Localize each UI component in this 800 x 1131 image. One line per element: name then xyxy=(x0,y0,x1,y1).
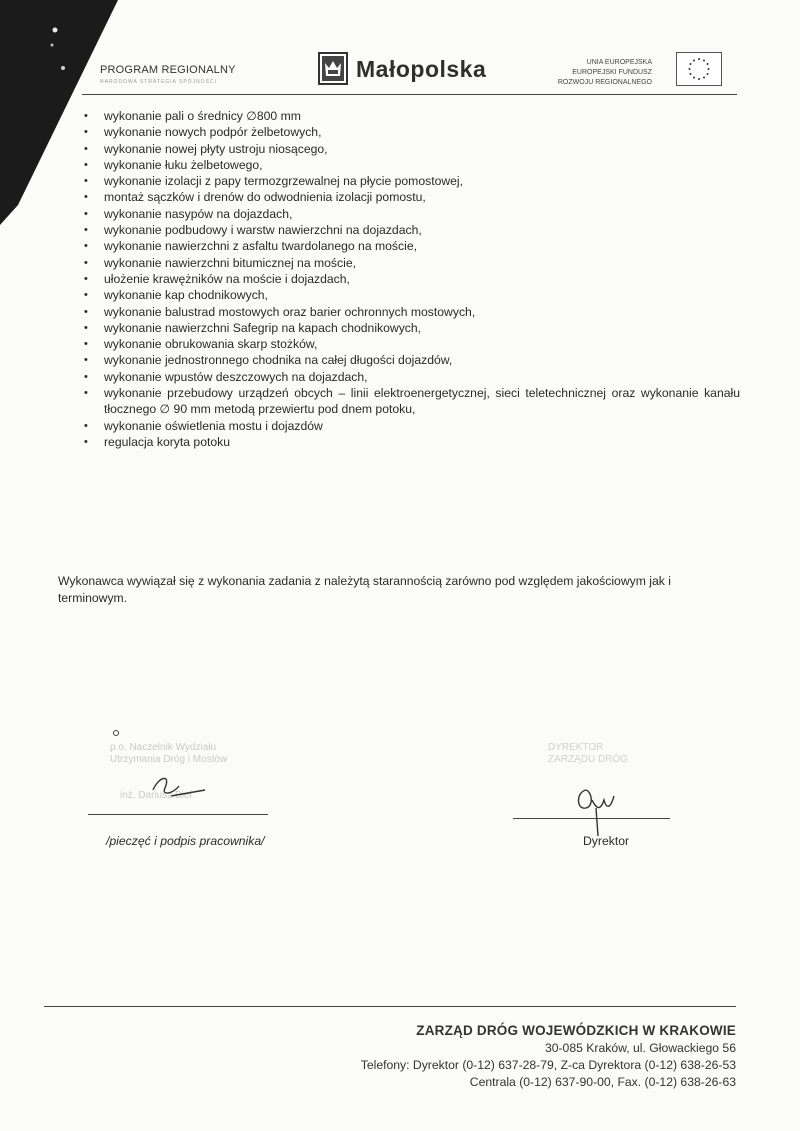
list-item: • wykonanie wpustów deszczowych na dojazdach, xyxy=(80,369,740,385)
list-item: • wykonanie nowych podpór żelbetowych, xyxy=(80,124,740,140)
signature-right xyxy=(570,778,640,840)
stamp-mark xyxy=(112,728,122,738)
central-fax: Centrala (0-12) 637-90-00, Fax. (0-12) 638-26-63 xyxy=(469,1075,736,1089)
program-regionalny-label: PROGRAM REGIONALNY xyxy=(100,64,236,76)
eu-flag-icon xyxy=(676,52,722,86)
signature-line-left xyxy=(88,814,268,815)
contractor-statement: Wykonawca wywiązał się z wykonania zadania z należytą starannością zarówno pod względem jakościowym jak i terminowym. xyxy=(58,574,671,605)
employee-stamp-label: /pieczęć i podpis pracownika/ xyxy=(106,834,265,848)
list-item: • wykonanie jednostronnego chodnika na całej długości dojazdów, xyxy=(80,352,740,368)
stamp-line: p.o. Naczelnik Wydziału xyxy=(110,742,217,753)
stamp-line: Utrzymania Dróg i Mostów xyxy=(110,754,228,765)
eu-line: ROZWOJU REGIONALNEGO xyxy=(557,79,652,86)
malopolska-logo xyxy=(318,52,348,85)
list-item: • wykonanie nasypów na dojazdach, xyxy=(80,206,740,222)
list-item: • wykonanie łuku żelbetowego, xyxy=(80,157,740,173)
stamp-line: inż. Dariusz Biel xyxy=(120,790,192,801)
footer-contact xyxy=(361,1021,736,1091)
eu-line: UNIA EUROPEJSKA xyxy=(586,59,652,66)
list-item: • wykonanie pali o średnicy ∅800 mm xyxy=(80,108,740,124)
list-item: • wykonanie podbudowy i warstw nawierzchni na dojazdach, xyxy=(80,222,740,238)
phone-numbers: Telefony: Dyrektor (0-12) 637-28-79, Z-ca Dyrektora (0-12) 638-26-53 xyxy=(360,1058,736,1072)
list-item: • wykonanie obrukowania skarp stożków, xyxy=(80,336,740,352)
list-item: • wykonanie nawierzchni bitumicznej na moście, xyxy=(80,255,740,271)
footer-divider xyxy=(44,1006,736,1007)
program-subtitle: NARODOWA STRATEGIA SPÓJNOŚCI xyxy=(100,79,217,85)
signature-left xyxy=(145,768,225,808)
list-item: • wykonanie balustrad mostowych oraz barier ochronnych mostowych, xyxy=(80,304,740,320)
list-item: • wykonanie kap chodnikowych, xyxy=(80,287,740,303)
list-item: • regulacja koryta potoku xyxy=(80,434,740,450)
malopolska-wordmark: Małopolska xyxy=(356,56,487,82)
organization-name: ZARZĄD DRÓG WOJEWÓDZKICH W KRAKOWIE xyxy=(416,1023,736,1038)
list-item: • montaż sączków i drenów do odwodnienia izolacji pomostu, xyxy=(80,189,740,205)
list-item: • wykonanie izolacji z papy termozgrzewalnej na płycie pomostowej, xyxy=(80,173,740,189)
list-item: • wykonanie nawierzchni z asfaltu twardolanego na moście, xyxy=(80,238,740,254)
eu-stars-icon xyxy=(677,53,721,85)
header-divider xyxy=(82,94,737,95)
eu-fund-text xyxy=(558,58,652,88)
stamp-line: DYREKTOR xyxy=(548,742,604,753)
crown-icon xyxy=(320,54,346,83)
list-item: • wykonanie nowej płyty ustroju niosącego, xyxy=(80,141,740,157)
stamp-line: ZARZĄDU DRÓG xyxy=(548,754,628,765)
list-item: • wykonanie nawierzchni Safegrip na kapach chodnikowych, xyxy=(80,320,740,336)
works-list xyxy=(80,108,740,450)
director-label: Dyrektor xyxy=(583,834,630,848)
list-item: • wykonanie oświetlenia mostu i dojazdów xyxy=(80,418,740,434)
official-stamp-right xyxy=(548,742,628,766)
eu-line: EUROPEJSKI FUNDUSZ xyxy=(572,69,652,76)
list-item: • ułożenie krawężników na moście i dojazdach, xyxy=(80,271,740,287)
signature-line-right xyxy=(513,818,670,819)
address: 30-085 Kraków, ul. Głowackiego 56 xyxy=(544,1041,736,1055)
list-item: • wykonanie przebudowy urządzeń obcych – linii elektroenergetycznej, sieci teletechnicznej oraz wykonanie kanału tłocznego ∅ 90 mm metodą przewiertu pod dnem potoku, xyxy=(80,385,740,418)
